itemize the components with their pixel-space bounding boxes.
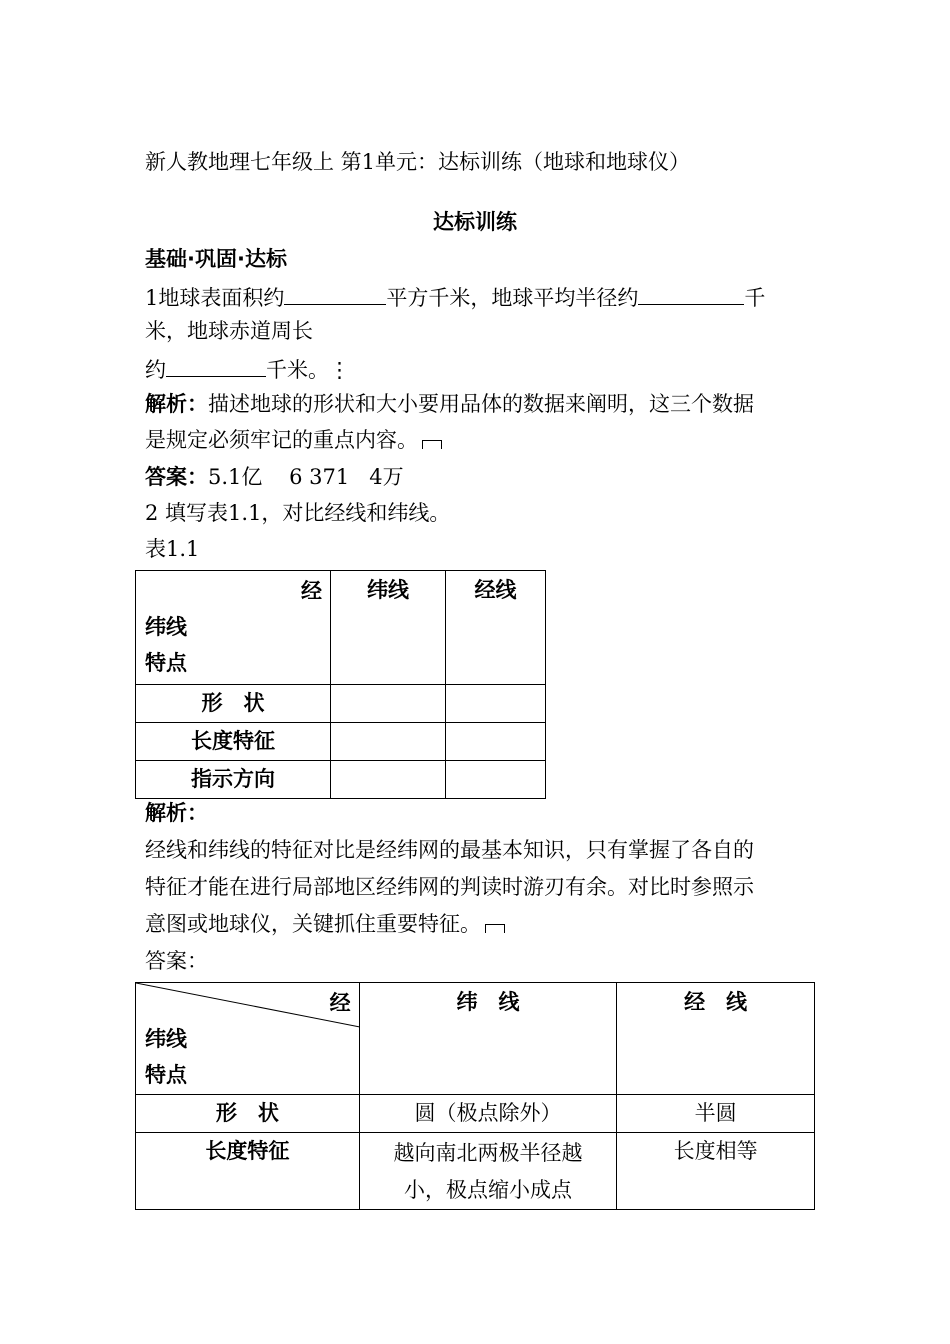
q2-analysis-line-2: 特征才能在进行局部地区经纬网的判读时游刃有余。对比时参照示 — [145, 875, 754, 899]
answer-cell[interactable] — [331, 685, 446, 723]
q1-text-b: 平方千米，地球平均半径约 — [386, 286, 639, 310]
analysis-text: 意图或地球仪，关键抓住重要特征。 — [145, 912, 481, 936]
question-2-prompt: 2 填写表1.1，对比经线和纬线。 — [145, 501, 451, 525]
analysis-text: 描述地球的形状和大小要用品体的数据来阐明，这三个数据 — [208, 392, 754, 416]
corner-label-mid: 纬线 — [145, 615, 187, 639]
row-header-shape: 形 状 — [136, 1095, 360, 1133]
column-header-latitude: 纬线 — [331, 571, 446, 685]
question-1-line-3 — [145, 356, 350, 382]
ellipsis-mark: ⋮ — [329, 358, 350, 382]
q2-analysis-label: 解析： — [145, 801, 208, 825]
document-header: 新人教地理七年级上 第1单元：达标训练（地球和地球仪） — [145, 150, 691, 174]
cell-longitude-length: 长度相等 — [617, 1133, 815, 1210]
q2-answer-label: 答案： — [145, 949, 208, 973]
q1-text-c: 千 — [744, 286, 766, 310]
cell-text-line: 小，极点缩小成点 — [403, 1178, 572, 1202]
bracket-mark-icon — [422, 440, 442, 449]
column-header-latitude: 纬 线 — [359, 983, 617, 1095]
table-label: 表1.1 — [145, 537, 200, 561]
question-1-line-1 — [145, 284, 765, 310]
section-heading: 基础·巩固·达标 — [145, 247, 287, 271]
answer-cell[interactable] — [331, 761, 446, 799]
answer-values: 5.1亿 6 371 4万 — [208, 465, 404, 489]
corner-label-top: 经 — [329, 991, 351, 1015]
answer-cell[interactable] — [446, 685, 546, 723]
q1-analysis-line-2 — [145, 428, 442, 452]
q1-text-e: 千米。 — [266, 358, 329, 382]
table-corner-cell — [136, 983, 360, 1095]
q1-analysis-line-1 — [145, 392, 754, 416]
analysis-label: 解析： — [145, 392, 208, 416]
analysis-text: 是规定必须牢记的重点内容。 — [145, 428, 418, 452]
answer-blank — [166, 356, 266, 377]
answer-cell[interactable] — [331, 723, 446, 761]
comparison-table-answer — [135, 982, 815, 1210]
corner-label-bottom: 特点 — [145, 651, 187, 675]
q1-text-a: 1地球表面积约 — [145, 286, 285, 310]
column-header-longitude: 经线 — [446, 571, 546, 685]
bracket-mark-icon — [485, 924, 505, 933]
cell-latitude-shape: 圆（极点除外） — [359, 1095, 617, 1133]
q2-analysis-line-3 — [145, 912, 505, 936]
comparison-table-blank — [135, 570, 546, 799]
corner-label-top: 经 — [301, 579, 322, 603]
answer-blank — [638, 284, 744, 305]
answer-blank — [284, 284, 386, 305]
answer-label: 答案： — [145, 465, 208, 489]
cell-latitude-length — [359, 1133, 617, 1210]
corner-label-mid: 纬线 — [145, 1027, 187, 1051]
row-header-shape: 形 状 — [136, 685, 331, 723]
page-title: 达标训练 — [433, 210, 517, 234]
answer-cell[interactable] — [446, 761, 546, 799]
column-header-longitude: 经 线 — [617, 983, 815, 1095]
row-header-length: 长度特征 — [136, 723, 331, 761]
q2-analysis-line-1: 经线和纬线的特征对比是经纬网的最基本知识，只有掌握了各自的 — [145, 838, 754, 862]
q1-answer — [145, 465, 404, 489]
q1-text-d: 约 — [145, 358, 166, 382]
cell-text-line: 越向南北两极半径越 — [393, 1141, 583, 1165]
corner-label-bottom: 特点 — [145, 1063, 187, 1087]
row-header-direction: 指示方向 — [136, 761, 331, 799]
table-corner-cell — [136, 571, 331, 685]
cell-longitude-shape: 半圆 — [617, 1095, 815, 1133]
question-1-line-2: 米，地球赤道周长 — [145, 319, 313, 343]
row-header-length: 长度特征 — [136, 1133, 360, 1210]
answer-cell[interactable] — [446, 723, 546, 761]
